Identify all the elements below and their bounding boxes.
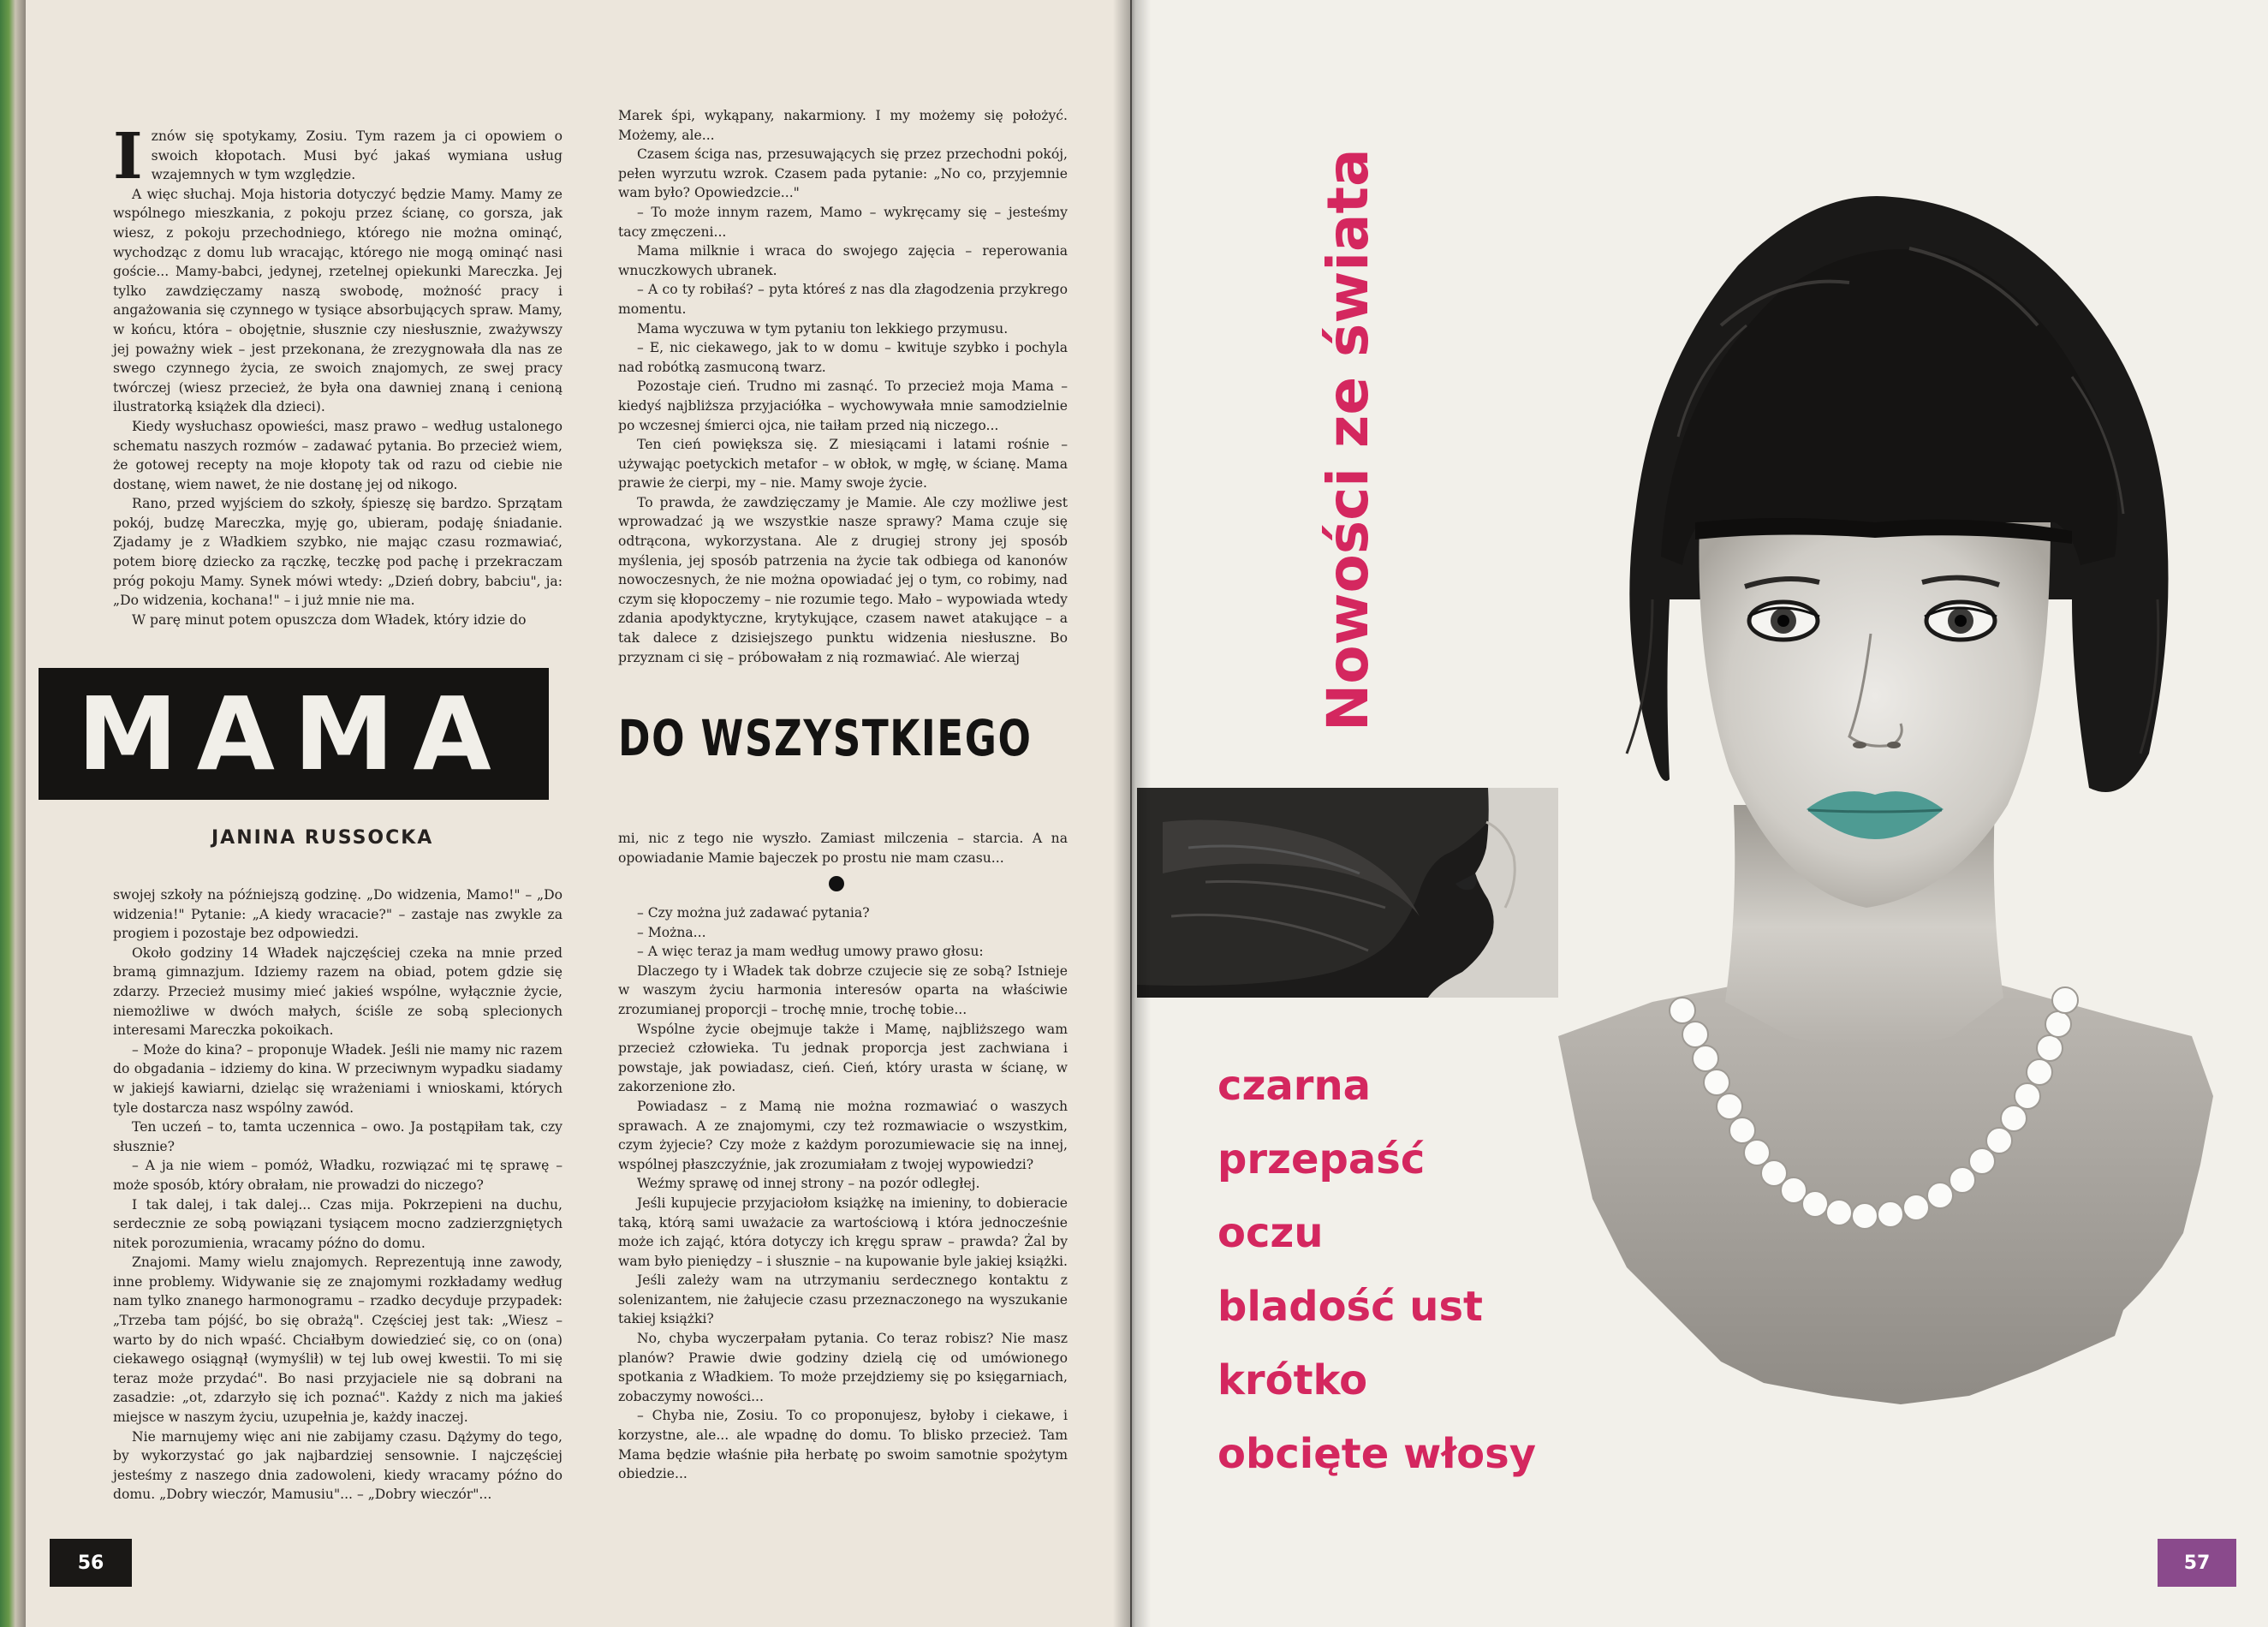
article-paragraph (618, 1271, 1068, 1329)
page-gutter (1113, 0, 1151, 1627)
article-paragraph (618, 280, 1068, 319)
article-paragraph (618, 203, 1068, 241)
article-paragraph (618, 903, 1068, 923)
paragraph-text: Pozostaje cień. Trudno mi zasnąć. To przecież moja Mama – kiedyś najbliższa przyjaciółka – wychowywała mnie samodzielnie po wczesnej śmierci ojca, nie taiłam przed nią niczego... (618, 378, 1068, 433)
article-paragraph (618, 338, 1068, 377)
article-paragraph (113, 944, 563, 1040)
paragraph-text: – Czy można już zadawać pytania? (637, 905, 870, 921)
page-edge-strip (0, 0, 26, 1627)
caption-line: czarna (1217, 1062, 1372, 1110)
paragraph-text: – Można... (637, 924, 706, 940)
article-paragraph (618, 1194, 1068, 1271)
page-number-right-label: 57 (2183, 1552, 2211, 1574)
article-column-1-bottom (113, 885, 563, 1505)
paragraph-text: Nie marnujemy więc ani nie zabijamy czasu. Dążymy do tego, by wykorzystać go jak najbardziej sensownie. I najczęściej jesteśmy z naszego dnia zadowoleni, kiedy wracamy późno do domu. „Dobry wieczór, Mamusiu"... – „Dobry wieczór"... (113, 1428, 563, 1503)
article-paragraph (113, 611, 563, 630)
paragraph-text: – A ja nie wiem – pomóż, Władku, rozwiązać mi tę sprawę – może sposób, który obrałam, nie prowadzi do niczego? (113, 1158, 563, 1193)
article-paragraph (113, 494, 563, 611)
section-bullet-dot (829, 876, 844, 891)
paragraph-text: To prawda, że zawdzięczamy je Mamie. Ale czy możliwe jest wprowadzać ją we wszystkie nasze sprawy? Mama czuje się odtrącona, wykorzystana. Ale z drugiej strony jej sposób myślenia, jej sposób patrzenia na życie tak odbiega od kanonów nowoczesnych, że nie można opowiadać jej o tym, co robimy, nad czym się kłopoczemy – nie rozumie tego. Mało – wypowiada wtedy zdania apodyktyczne, krytykujące, czasem nawet atakujące – a tak dalece z dzisiejszego punktu widzenia niesłuszne. Bo przyznam ci się – próbowałam z nią rozmawiać. Ale wierzaj (618, 494, 1068, 665)
paragraph-text: – To może innym razem, Mamo – wykręcamy się – jesteśmy tacy zmęczeni... (618, 204, 1068, 240)
article-paragraph (618, 923, 1068, 943)
article-column-2-bottom (618, 829, 1068, 867)
article-column-2-top (618, 106, 1068, 667)
paragraph-text: Znajomi. Mamy wielu znajomych. Reprezentują inne zawody, inne problemy. Widywanie się ze znajomymi rozkładamy według nam tylko znanego harmonogramu – rzadko decyduje przypadek: „Trzeba tam pójść, bo się obrażą". Częściej jest tak: „Wiesz – warto by do nich wpaść. Chciałbym dowiedzieć się, co on (ona) ciekawego osiągnął (wymyślił) w tej lub owej kwestii. To mi się teraz może przydać". Bo nasi przyjaciele nie są dobrani na zasadzie: „ot, zdarzyło się ich poznać". Każdy z nich ma jakieś miejsce w naszym życiu, uzupełnia je, każdy inaczej. (113, 1255, 563, 1426)
paragraph-text: – A co ty robiłaś? – pyta któreś z nas dla złagodzenia przykrego momentu. (618, 282, 1068, 317)
article-column-1-top (113, 120, 563, 629)
drop-cap: I (113, 120, 143, 194)
paragraph-text: Weźmy sprawę od innej strony – na pozór odległej. (637, 1176, 980, 1192)
paragraph-text: Około godziny 14 Władek najczęściej czeka na mnie przed bramą gimnazjum. Idziemy razem na obiad, potem gdzie się zdarzy. Przecież musimy mieć jakieś wspólne, wyłącznie życie, niemożliwe w dwóch małych, ściśle ze sobą splecionych interesami Mareczka pokoikach. (113, 945, 563, 1039)
paragraph-text: I tak dalej, i tak dalej... Czas mija. Pokrzepieni na duchu, serdecznie ze sobą powiązani tysiącem mocno zadzierzgniętych nitek porozumienia, wracamy późno do domu. (113, 1196, 563, 1251)
article-paragraph (618, 145, 1068, 203)
article-paragraph (618, 1406, 1068, 1483)
paragraph-text: Ten uczeń – to, tamta uczennica – owo. Ja postąpiłam tak, czy słusznie? (113, 1119, 563, 1154)
paragraph-text: mi, nic z tego nie wyszło. Zamiast milczenia – starcia. A na opowiadanie Mamie bajeczek po prostu nie mam czasu... (618, 831, 1068, 866)
caption-line: bladość ust (1217, 1283, 1483, 1331)
paragraph-text: – E, nic ciekawego, jak to w domu – kwituje szybko i pochyla nad robótką zasmuconą twarz. (618, 340, 1068, 375)
article-paragraph (618, 319, 1068, 339)
article-paragraph (113, 417, 563, 494)
paragraph-text: No, chyba wyczerpałam pytania. Co teraz robisz? Nie masz planów? Prawie dwie godziny dzielą cię od umówionego spotkania z Władkiem. To może przejdziemy się po księgarniach, zobaczymy nowości... (618, 1331, 1068, 1404)
paragraph-text: W parę minut potem opuszcza dom Władek, który idzie do (132, 611, 527, 628)
caption-line: oczu (1217, 1209, 1324, 1257)
paragraph-text: Jeśli zależy wam na utrzymaniu serdecznego kontaktu z solenizantem, nie żałujecie czasu przeznaczonego na wyszukanie takiej książki? (618, 1272, 1068, 1327)
article-paragraph (113, 885, 563, 944)
paragraph-text: – Chyba nie, Zosiu. To co proponujesz, byłoby i ciekawe, i korzystne, ale... ale wpadnę do domu. To blisko przecież. Tam Mama będzie właśnie piła herbatę po swoim samotnie spożytym obiedzie... (618, 1408, 1068, 1482)
page-number-left-label: 56 (77, 1552, 104, 1574)
article-paragraph (618, 493, 1068, 667)
article-title-secondary: DO WSZYSTKIEGO (618, 709, 1033, 767)
article-paragraph (618, 1329, 1068, 1406)
caption-line: przepaść (1217, 1135, 1426, 1183)
paragraph-text: Wspólne życie obejmuje także i Mamę, najbliższego wam przecież człowieka. Tu jednak proporcja jest zachwiana i powstaje, jak powiadasz, cień. Cień, który urasta w ścianę, w zakorzenione zło. (618, 1021, 1068, 1095)
page-number-left (50, 1539, 132, 1587)
portrait-illustration (1524, 154, 2226, 1430)
article-paragraph (113, 185, 563, 417)
article-paragraph (618, 1020, 1068, 1097)
article-paragraph (618, 241, 1068, 280)
article-paragraph (618, 829, 1068, 867)
article-title-main: MAMA (77, 675, 510, 793)
paragraph-text: swojej szkoły na późniejszą godzinę. „Do widzenia, Mamo!" – „Do widzenia!" Pytanie: „A kiedy wracacie?" – zastaje nas zwykle za progiem i pozostaje bez odpowiedzi. (113, 887, 563, 942)
vertical-section-title: Nowości ze świata (1315, 148, 1381, 731)
caption-line: obcięte włosy (1217, 1430, 1536, 1478)
page-number-right (2158, 1539, 2236, 1587)
article-paragraph (618, 1174, 1068, 1194)
article-paragraph (113, 1427, 563, 1505)
article-paragraph (113, 1253, 563, 1427)
title-block (39, 668, 549, 800)
article-paragraph (113, 120, 563, 194)
paragraph-text: Dlaczego ty i Władek tak dobrze czujecie się ze sobą? Istnieje w waszym życiu harmonia interesów oparta na właściwie zrozumianej proporcji – trochę mnie, trochę tobie... (618, 962, 1068, 1017)
article-column-2-bottom-rest (618, 903, 1068, 1484)
paragraph-text: Kiedy wysłuchasz opowieści, masz prawo – według ustalonego schematu naszych rozmów – zadawać pytania. Bo przecież wiem, że gotowej recepty na moje kłopoty tak od razu od ciebie nie dostanę, wiem nawet, że nie dostanę jej od nikogo. (113, 418, 563, 492)
article-paragraph (618, 377, 1068, 435)
article-paragraph (618, 942, 1068, 962)
article-paragraph (618, 106, 1068, 145)
paragraph-text: Czasem ściga nas, przesuwających się przez przechodni pokój, pełen wyrzutu wzrok. Czasem pada pytanie: „No co, przyjemnie wam było? Opowiedzcie..." (618, 146, 1068, 201)
paragraph-text: Mama wyczuwa w tym pytaniu ton lekkiego przymusu. (637, 320, 1009, 337)
profile-photo (1137, 788, 1558, 998)
article-paragraph (618, 1097, 1068, 1174)
paragraph-text: znów się spotykamy, Zosiu. Tym razem ja ci opowiem o swoich kłopotach. Musi być jakaś wymiana usług wzajemnych w tym względzie. (151, 128, 563, 183)
paragraph-text: Mama milknie i wraca do swojego zajęcia – reperowania wnuczkowych ubranek. (618, 243, 1068, 278)
article-paragraph (618, 435, 1068, 493)
paragraph-text: Ten cień powiększa się. Z miesiącami i latami rośnie – używając poetyckich metafor – w obłok, w mgłę, w ścianę. Mama prawie że cierpi, my – nie. Mamy swoje życie. (618, 437, 1068, 492)
paragraph-text: A więc słuchaj. Moja historia dotyczyć będzie Mamy. Mamy ze wspólnego mieszkania, z pokoju przez ścianę, co gorsza, jak wiesz, z pokoju przechodniego, którego nie można ominąć, wychodząc z domu lub wracając, którego nie mogą ominąć nasi goście... Mamy-babci, jedynej, rzetelnej opiekunki Mareczka. Jej tylko zawdzięczamy naszą swobodę, możność pracy i angażowania się czynnego w tysiące absorbujących spraw. Mamy, w końcu, która – obojętnie, słusznie czy niesłusznie, zważywszy jej poważny wiek – jest przekonana, że zrezygnowała dla nas ze swego czynnego życia, ze swoich znajomych, ze swej pracy twórczej (wiesz przecież, że była ona dawniej znaną i cenioną ilustratorką książek dla dzieci). (113, 186, 563, 415)
article-paragraph (113, 1117, 563, 1156)
article-paragraph (618, 962, 1068, 1020)
article-author: JANINA RUSSOCKA (211, 827, 434, 849)
article-paragraph (113, 1156, 563, 1195)
paragraph-text: – A więc teraz ja mam według umowy prawo głosu: (637, 944, 984, 960)
paragraph-text: Rano, przed wyjściem do szkoły, śpieszę się bardzo. Sprzątam pokój, budzę Mareczka, myję go, ubieram, podaję śniadanie. Zjadamy je z Władkiem szybko, nie mając czasu rozmawiać, potem biorę dziecko za rączkę, teczkę pod pachę i przekraczam próg pokoju Mamy. Synek mówi wtedy: „Dzień dobry, babciu", ja: „Do widzenia, kochana!" – i już mnie nie ma. (113, 496, 563, 609)
caption-line: krótko (1217, 1356, 1368, 1404)
article-paragraph (113, 1195, 563, 1254)
paragraph-text: Marek śpi, wykąpany, nakarmiony. I my możemy się położyć. Możemy, ale... (618, 108, 1068, 143)
paragraph-text: – Może do kina? – proponuje Władek. Jeśli nie mamy nic razem do obgadania – idziemy do kina. W przeciwnym wypadku siadamy w jakiejś kawiarni, dzieląc się wrażeniami i wnioskami, których tyle dostarcza nasz wspólny zawód. (113, 1041, 563, 1116)
article-paragraph (113, 1040, 563, 1117)
paragraph-text: Powiadasz – z Mamą nie można rozmawiać o waszych sprawach. A ze znajomymi, czy też rozmawiacie o wszystkim, czym żyjecie? Czy może z każdym porozumiewacie się na innej, wspólnej płaszczyźnie, jak zrozumiałam z twojej wypowiedzi? (618, 1098, 1068, 1172)
paragraph-text: Jeśli kupujecie przyjaciołom książkę na imieniny, to dobieracie taką, którą sami uważacie za wartościową i która jednocześnie może ich zająć, która dotyczy ich kręgu spraw – prawda? Żal by wam było pieniędzy – i słusznie – na kupowanie byle jakiej książki. (618, 1195, 1068, 1269)
